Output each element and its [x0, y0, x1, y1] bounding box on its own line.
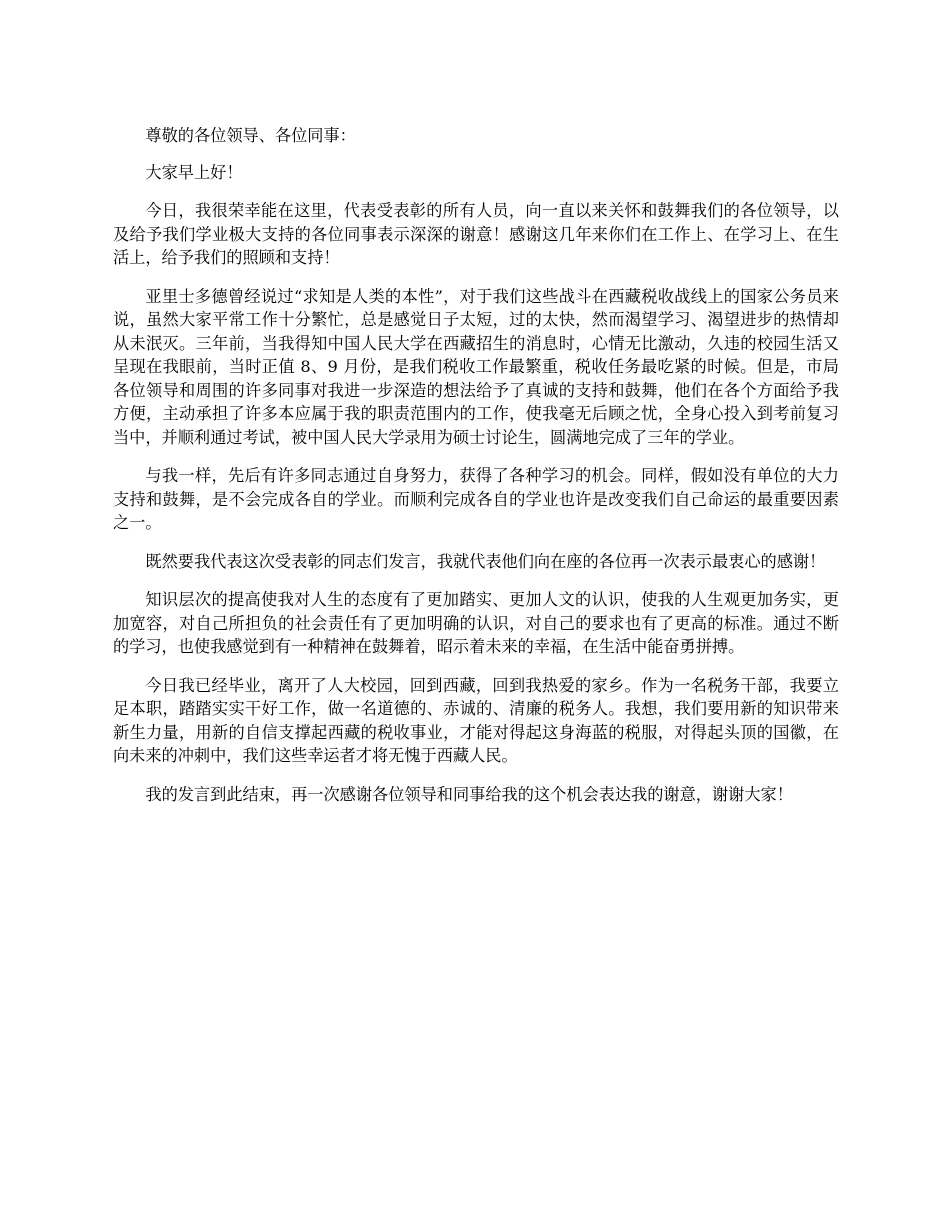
salutation: 尊敬的各位领导、各位同事： — [145, 126, 356, 145]
paragraph-representative-thanks: 既然要我代表这次受表彰的同志们发言，我就代表他们向在座的各位再一次表示最衷心的感谢！ — [145, 551, 826, 571]
document-body — [113, 124, 839, 821]
greeting: 大家早上好！ — [145, 162, 243, 182]
paragraph-study-story: 亚里士多德曾经说过“求知是人类的本性”，对于我们这些战斗在西藏税收战线上的国家公务员来说，虽然大家平常工作十分繁忙，总是感觉日子太短，过的太快，然而渴望学习、渴望进步的热情却从未泯灭。三年前，当我得知中国人民大学在西藏招生的消息时，心情无比激动，久违的校园生活又呈现在我眼前，当时正值 8、9 月份，是我们税收工作最繁重，税收任务最吃紧的时候。但是，市局各位领导和周围的许多同事对我进一步深造的想法给予了真诚的支持和鼓舞，他们在各个方面给予我方便，主动承担了许多本应属于我的职责范围内的工作，使我毫无后顾之忧，全身心投入到考前复习当中，并顺利通过考试，被中国人民大学录用为硕士讨论生，圆满地完成了三年的学业。 — [113, 286, 839, 447]
paragraph-graduation: 今日我已经毕业，离开了人大校园，回到西藏，回到我热爱的家乡。作为一名税务干部，我要立足本职，踏踏实实干好工作，做一名道德的、赤诚的、清廉的税务人。我想，我们要用新的知识带来新生力量，用新的自信支撑起西藏的税收事业，才能对得起这身海蓝的税服，对得起头顶的国徽，在向未来的冲刺中，我们这些幸运者才将无愧于西藏人民。 — [113, 675, 839, 765]
closing-paragraph: 我的发言到此结束，再一次感谢各位领导和同事给我的这个机会表达我的谢意，谢谢大家！ — [145, 784, 793, 804]
paragraph-thanks: 今日，我很荣幸能在这里，代表受表彰的所有人员，向一直以来关怀和鼓舞我们的各位领导，以及给予我们学业极大支持的各位同事表示深深的谢意！感谢这几年来你们在工作上、在学习上、在生活上，给予我们的照顾和支持！ — [113, 201, 839, 267]
paragraph-colleagues: 与我一样，先后有许多同志通过自身努力，获得了各种学习的机会。同样，假如没有单位的大力支持和鼓舞，是不会完成各自的学业。而顺利完成各自的学业也许是改变我们自己命运的最重要因素之一。 — [113, 466, 839, 532]
paragraph-knowledge: 知识层次的提高使我对人生的态度有了更加踏实、更加人文的认识，使我的人生观更加务实，更加宽容，对自己所担负的社会责任有了更加明确的认识，对自己的要求也有了更高的标准。通过不断的学习，也使我感觉到有一种精神在鼓舞着，昭示着未来的幸福，在生活中能奋勇拼搏。 — [113, 590, 839, 656]
